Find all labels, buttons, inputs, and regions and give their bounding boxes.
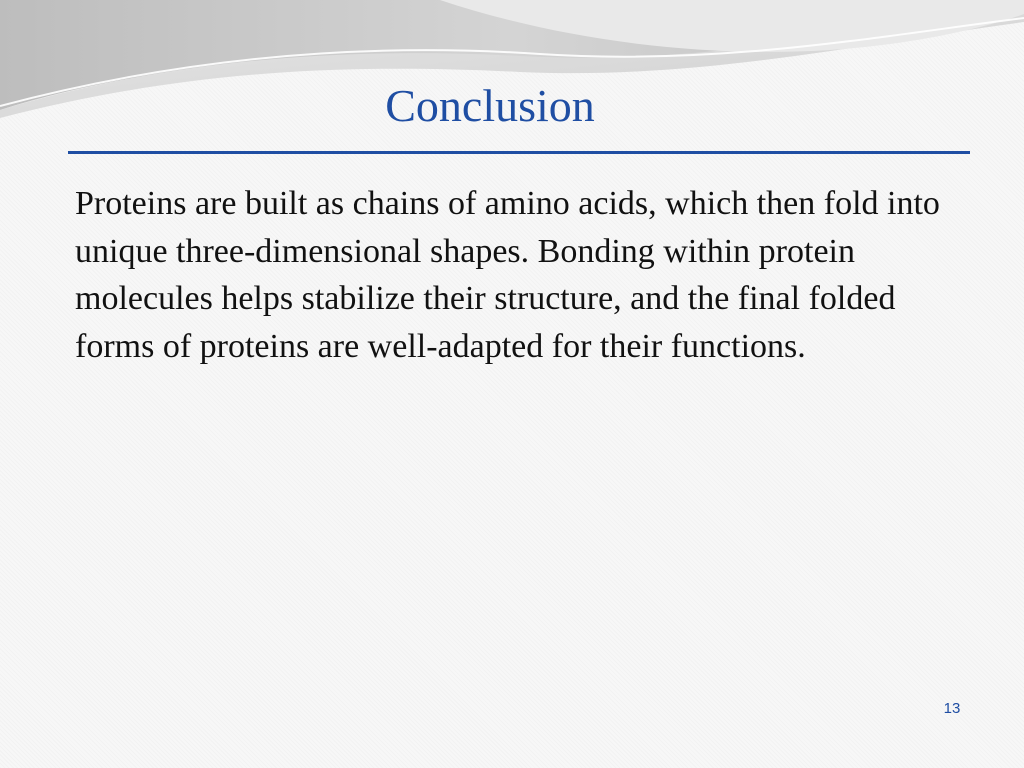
title-underline [68, 151, 970, 154]
slide-title: Conclusion [385, 80, 595, 131]
page-number: 13 [943, 700, 961, 717]
slide-body-text: Proteins are built as chains of amino acids, which then fold into unique three-dimensional shapes. Bonding within protein molecules helps stabilize their structure, and the final folded forms of proteins are well-adapted for their functions. [75, 185, 940, 365]
